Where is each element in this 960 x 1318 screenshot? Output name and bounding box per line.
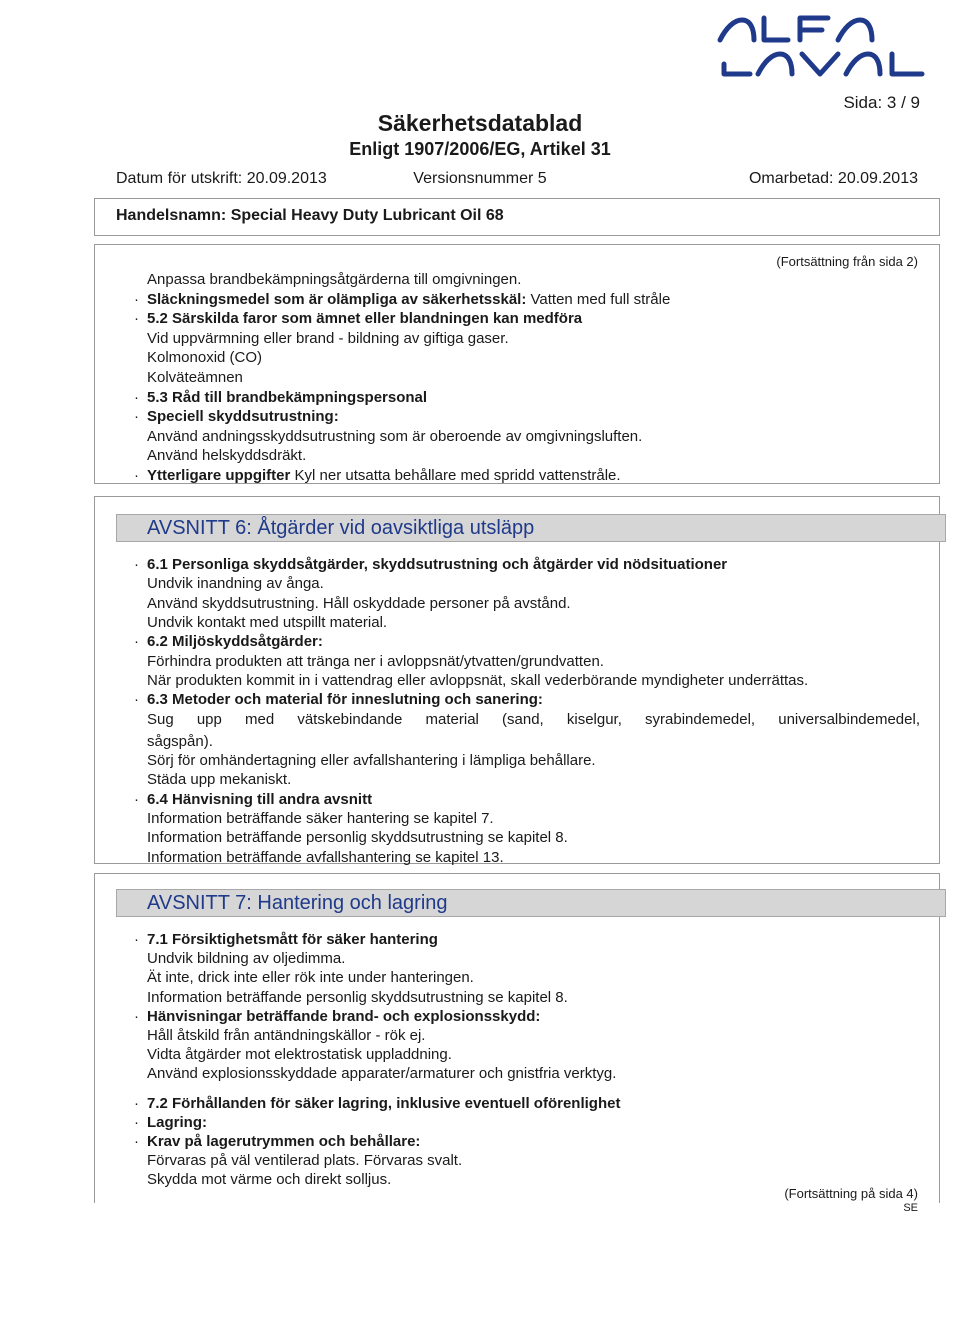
bullet-dot-icon: ·: [134, 633, 139, 651]
document-title: Säkerhetsdatablad: [377, 110, 583, 136]
bold-label: Hänvisningar beträffande brand- och explosionsskydd:: [147, 1007, 541, 1025]
bold-label: Krav på lagerutrymmen och behållare:: [147, 1133, 421, 1150]
body-text: Vid uppvärmning eller brand - bildning av giftiga gaser.: [147, 329, 509, 347]
bold-label: 6.4 Hänvisning till andra avsnitt: [147, 790, 373, 808]
body-text: Information beträffande personlig skyddsutrustning se kapitel 8.: [147, 829, 568, 847]
body-text: Undvik inandning av ånga.: [147, 575, 324, 593]
text-line: [147, 672, 937, 690]
bullet-dot-icon: ·: [134, 1113, 139, 1131]
body-text: När produkten kommit in i vattendrag eller avloppsnät, skall vederbörande myndigheter underrättas.: [147, 671, 809, 689]
bullet-dot-icon: ·: [134, 1094, 139, 1112]
bold-label: 6.3 Metoder och material för inneslutning och sanering:: [147, 691, 543, 709]
bold-label: 7.2 Förhållanden för säker lagring, inklusive eventuell oförenlighet: [147, 1094, 621, 1112]
text-line: [147, 989, 937, 1007]
body-text: Kyl ner utsatta behållare med spridd vattenstråle.: [290, 467, 621, 484]
body-text: Information beträffande säker hantering se kapitel 7.: [147, 809, 494, 827]
page-number: Sida: 3 / 9: [843, 93, 920, 112]
body-text: Använd skyddsutrustning. Håll oskyddade personer på avstånd.: [147, 594, 571, 612]
text-line: [134, 389, 924, 407]
bullet-dot-icon: ·: [134, 691, 139, 709]
body-text: Städa upp mekaniskt.: [147, 771, 292, 789]
country-code: SE: [903, 1202, 918, 1214]
bold-label: 5.2 Särskilda faror som ämnet eller blandningen kan medföra: [147, 310, 583, 328]
text-line: [147, 349, 937, 367]
text-line: [147, 271, 937, 289]
text-line: [147, 711, 920, 729]
bold-label: Lagring:: [147, 1113, 207, 1131]
bullet-dot-icon: ·: [134, 290, 139, 308]
text-line: [147, 849, 937, 867]
revision-date: Omarbetad: 20.09.2013: [748, 170, 918, 187]
bold-label: Ytterligare uppgifter: [147, 467, 291, 484]
body-text: Kolmonoxid (CO): [147, 349, 263, 367]
text-line: [134, 1008, 924, 1026]
text-line: [147, 829, 937, 847]
text-line: [147, 1046, 937, 1064]
body-text: Använd helskyddsdräkt.: [147, 447, 307, 465]
bullet-dot-icon: ·: [134, 467, 139, 484]
bold-label: 5.3 Råd till brandbekämpningspersonal: [147, 388, 428, 406]
continued-from-note: (Fortsättning från sida 2): [776, 254, 918, 269]
text-line: [134, 467, 924, 485]
body-text: Undvik bildning av oljedimma.: [147, 950, 346, 968]
text-line: [147, 614, 937, 632]
continued-to-note: (Fortsättning på sida 4): [784, 1186, 918, 1201]
bold-label: 6.2 Miljöskyddsåtgärder:: [147, 633, 323, 651]
text-line: [147, 369, 937, 387]
bullet-dot-icon: ·: [134, 388, 139, 406]
text-line: [134, 791, 924, 809]
text-line: [134, 931, 924, 949]
text-line: [134, 556, 924, 574]
text-line: [147, 810, 937, 828]
body-text: Skydda mot värme och direkt solljus.: [147, 1171, 392, 1189]
text-line: [147, 330, 937, 348]
text-line: [134, 291, 924, 309]
text-line: [147, 428, 937, 446]
bullet-dot-icon: ·: [134, 1007, 139, 1025]
text-line: [134, 1114, 924, 1132]
document-subtitle: Enligt 1907/2006/EG, Artikel 31: [349, 139, 611, 159]
text-line: [134, 691, 924, 709]
bold-label: Speciell skyddsutrustning:: [147, 408, 339, 426]
text-line: [134, 633, 924, 651]
text-line: [147, 1152, 937, 1170]
print-date: Datum för utskrift: 20.09.2013: [116, 170, 327, 187]
body-text: Ät inte, drick inte eller rök inte under hanteringen.: [147, 969, 474, 987]
text-line: [147, 733, 937, 751]
text-line: [147, 595, 937, 613]
text-line: [134, 310, 924, 328]
text-line: [147, 1065, 937, 1083]
body-text: sågspån).: [147, 732, 213, 750]
body-text: Sörj för omhändertagning eller avfallshantering i lämpliga behållare.: [147, 752, 596, 769]
bullet-dot-icon: ·: [134, 408, 139, 426]
bold-label: 6.1 Personliga skyddsåtgärder, skyddsutrustning och åtgärder vid nödsituationer: [147, 556, 728, 573]
text-line: [147, 752, 937, 770]
body-text: Sug upp med vätskebindande material (sand, kiselgur, syrabindemedel, universalbindemedel,: [147, 711, 920, 729]
text-line: [134, 1095, 924, 1113]
text-line: [134, 1133, 924, 1151]
body-text: Vatten med full stråle: [526, 290, 671, 308]
bullet-dot-icon: ·: [134, 310, 139, 328]
body-text: Vidta åtgärder mot elektrostatisk uppladdning.: [147, 1046, 452, 1064]
text-line: [147, 447, 937, 465]
body-text: Undvik kontakt med utspillt material.: [147, 613, 388, 631]
body-text: Förvaras på väl ventilerad plats. Förvaras svalt.: [147, 1152, 463, 1170]
text-line: [134, 408, 924, 426]
text-line: [147, 969, 937, 987]
bullet-dot-icon: ·: [134, 931, 139, 948]
trade-name: Handelsnamn: Special Heavy Duty Lubricant Oil 68: [116, 207, 504, 224]
body-text: Kolväteämnen: [147, 369, 243, 386]
text-line: [147, 950, 937, 968]
text-line: [147, 575, 937, 593]
bold-label: Släckningsmedel som är olämpliga av säkerhetsskäl:: [147, 290, 527, 308]
text-line: [147, 771, 937, 789]
bullet-dot-icon: ·: [134, 1133, 139, 1150]
text-line: [147, 1027, 937, 1045]
bullet-dot-icon: ·: [134, 790, 139, 808]
bullet-dot-icon: ·: [134, 556, 139, 573]
body-text: Anpassa brandbekämpningsåtgärderna till omgivningen.: [147, 271, 522, 288]
section-6-heading: AVSNITT 6: Åtgärder vid oavsiktliga utsläpp: [116, 514, 946, 542]
body-text: Använd andningsskyddsutrustning som är oberoende av omgivningsluften.: [147, 427, 643, 445]
alfa-laval-logo: [716, 6, 932, 78]
body-text: Använd explosionsskyddade apparater/armaturer och gnistfria verktyg.: [147, 1065, 617, 1083]
body-text: Information beträffande avfallshantering se kapitel 13.: [147, 848, 504, 866]
body-text: Förhindra produkten att tränga ner i avloppsnät/ytvatten/grundvatten.: [147, 652, 604, 670]
section-7-heading: AVSNITT 7: Hantering och lagring: [116, 889, 946, 917]
bold-label: 7.1 Försiktighetsmått för säker hantering: [147, 931, 438, 948]
body-text: Håll åtskild från antändningskällor - rök ej.: [147, 1027, 426, 1044]
body-text: Information beträffande personlig skyddsutrustning se kapitel 8.: [147, 988, 568, 1006]
version-number: Versionsnummer 5: [413, 170, 547, 187]
text-line: [147, 653, 937, 671]
